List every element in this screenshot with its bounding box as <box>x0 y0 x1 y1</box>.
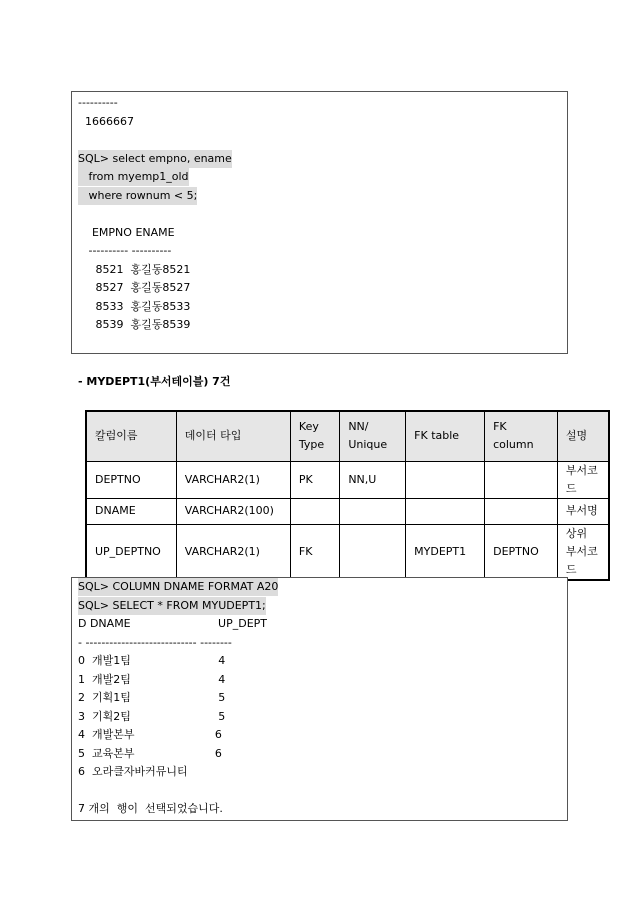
table-cell <box>485 498 558 524</box>
table-cell <box>340 461 406 498</box>
output-line: SQL> SELECT * FROM MYUDEPT1; <box>78 597 266 615</box>
table-cell <box>290 411 339 461</box>
sql-output-box-2 <box>71 577 568 821</box>
table-cell <box>340 524 406 580</box>
output-line: from myemp1_old <box>78 168 189 186</box>
table-cell <box>290 524 339 580</box>
table-cell <box>406 411 485 461</box>
cell-text: VARCHAR2(100) <box>184 504 274 517</box>
cell-text: 부서코드 <box>565 544 598 576</box>
cell-text: Key <box>298 420 319 434</box>
cell-text: DEPTNO <box>95 472 141 486</box>
cell-text: 데이터 타입 <box>184 429 242 443</box>
output-line: 2 기획1팀 5 <box>78 691 226 704</box>
table-cell <box>176 498 290 524</box>
cell-text: 상위 <box>565 526 588 540</box>
table-cell <box>557 524 609 580</box>
cell-text: NN,U <box>348 472 377 486</box>
cell-text: 설명 <box>565 429 588 443</box>
output-line: 1666667 <box>78 114 134 128</box>
table-cell <box>340 411 406 461</box>
table-cell <box>485 461 558 498</box>
table-cell <box>176 461 290 498</box>
table-cell <box>340 498 406 524</box>
output-line: 1 개발2팀 4 <box>78 672 226 686</box>
cell-text: DNAME <box>95 504 136 517</box>
cell-text: DEPTNO <box>493 544 539 558</box>
output-line: 8533 홍길동8533 <box>78 299 191 313</box>
output-line: SQL> select empno, ename <box>78 150 232 168</box>
output-line: 0 개발1팀 4 <box>78 654 226 667</box>
output-line: 3 기획2팀 5 <box>78 709 226 723</box>
output-line: 8521 홍길동8521 <box>78 262 191 276</box>
output-line: 5 교육본부 6 <box>78 746 222 760</box>
output-line: ---------- ---------- <box>78 244 172 257</box>
sql-output-box-1 <box>71 91 568 354</box>
output-line: 7 개의 행이 선택되었습니다. <box>78 802 223 815</box>
output-line: 6 오라클자바커뮤니티 <box>78 765 188 778</box>
cell-text: FK <box>298 544 313 558</box>
table-row <box>86 524 609 580</box>
output-line: SQL> COLUMN DNAME FORMAT A20 <box>78 578 278 596</box>
cell-text: column <box>493 438 534 452</box>
table-cell <box>86 461 176 498</box>
table-header-row <box>86 411 609 461</box>
table-cell <box>86 411 176 461</box>
output-line: D DNAME UP_DEPT <box>78 617 268 630</box>
output-line: where rownum < 5; <box>78 187 197 205</box>
cell-text: VARCHAR2(1) <box>184 472 260 486</box>
output-line: 8527 홍길동8527 <box>78 281 191 294</box>
cell-text: Type <box>298 438 325 452</box>
output-line: EMPNO ENAME <box>78 225 175 239</box>
cell-text: FK table <box>414 429 460 443</box>
table-cell <box>485 524 558 580</box>
output-line: ---------- <box>78 96 118 109</box>
cell-text: Unique <box>348 438 388 452</box>
cell-text: 부서코드 <box>565 463 598 495</box>
table-cell <box>86 498 176 524</box>
output-line: - ---------------------------- -------- <box>78 635 232 649</box>
table-cell <box>86 524 176 580</box>
output-line: 8539 홍길동8539 <box>78 318 191 331</box>
cell-text: FK <box>493 420 507 434</box>
table-cell <box>406 524 485 580</box>
table-cell <box>557 411 609 461</box>
cell-text: PK <box>298 472 313 486</box>
column-spec-table <box>85 410 610 581</box>
cell-text: VARCHAR2(1) <box>184 544 260 558</box>
table-cell <box>485 411 558 461</box>
table-cell <box>176 524 290 580</box>
cell-text: 부서명 <box>565 504 598 517</box>
cell-text: NN/ <box>348 420 369 434</box>
table-cell <box>406 461 485 498</box>
table-row <box>86 498 609 524</box>
table-cell <box>557 461 609 498</box>
cell-text: 칼럼이름 <box>95 429 138 443</box>
table-cell <box>290 461 339 498</box>
output-line: 4 개발본부 6 <box>78 728 222 741</box>
cell-text: MYDEPT1 <box>414 544 467 558</box>
table-cell <box>290 498 339 524</box>
table-cell <box>557 498 609 524</box>
section-heading: - MYDEPT1(부서테이블) 7건 <box>78 375 231 388</box>
table-cell <box>176 411 290 461</box>
table-cell <box>406 498 485 524</box>
cell-text: UP_DEPTNO <box>95 544 161 558</box>
table-row <box>86 461 609 498</box>
